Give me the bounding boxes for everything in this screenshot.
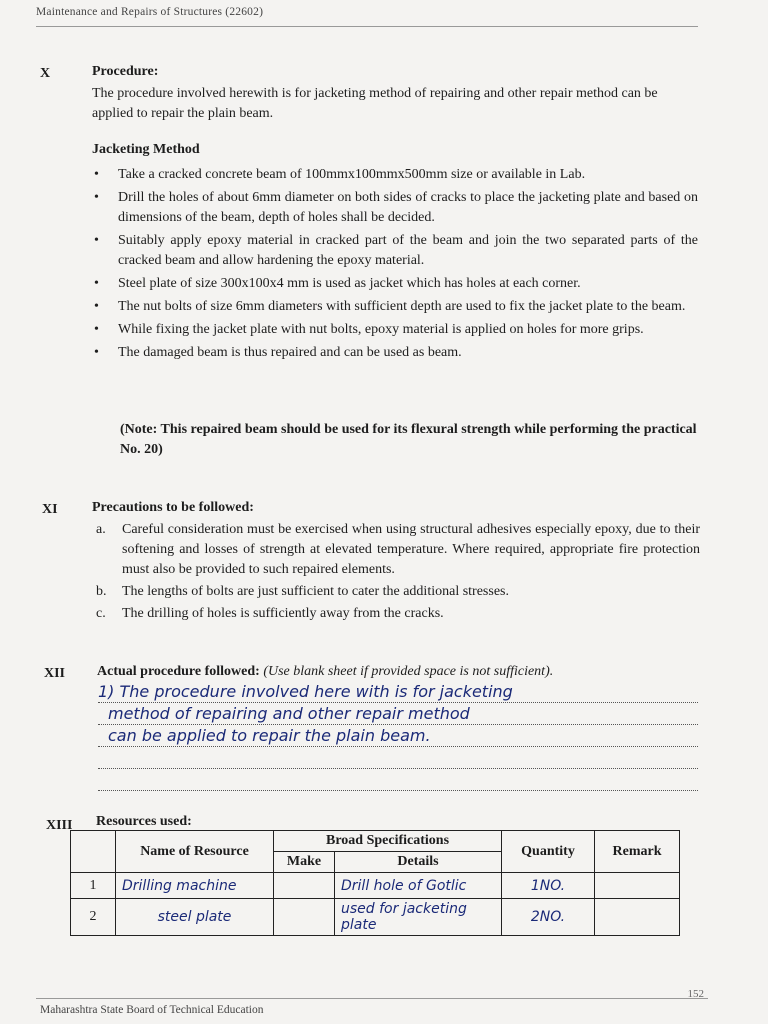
- table-row: [71, 899, 680, 936]
- bullet-icon: •: [94, 233, 99, 248]
- details-header: Details: [335, 852, 502, 873]
- footer-rule: [36, 998, 708, 999]
- row-serial: 2: [71, 899, 116, 936]
- precautions-list: [92, 520, 700, 626]
- row-make: [274, 873, 335, 899]
- handwritten-line-5: [98, 770, 698, 791]
- page-number: 152: [687, 988, 704, 1000]
- row-remark: [595, 899, 680, 936]
- handwritten-line-2: method of repairing and other repair method: [98, 704, 698, 725]
- row-details: Drill hole of Gotlic: [335, 873, 502, 899]
- row-serial: 1: [71, 873, 116, 899]
- list-item: • Take a cracked concrete beam of 100mmx100mmx500mm size or available in Lab.: [92, 165, 698, 185]
- row-details: used for jacketing plate: [335, 899, 502, 936]
- serial-header: [71, 831, 116, 873]
- bullet-icon: •: [94, 299, 99, 314]
- broad-spec-header: Broad Specifications: [274, 831, 502, 852]
- section-xi-title: Precautions to be followed:: [92, 500, 254, 515]
- handwritten-line-3: can be applied to repair the plain beam.: [98, 726, 698, 747]
- section-x-intro: The procedure involved herewith is for jacketing method of repairing and other repair method can be applied to repair the plain beam.: [92, 86, 658, 121]
- list-item: • The damaged beam is thus repaired and can be used as beam.: [92, 343, 698, 363]
- section-x-subtitle: Jacketing Method: [92, 142, 200, 157]
- list-item: • The nut bolts of size 6mm diameters with sufficient depth are used to fix the jacket plate to the beam.: [92, 297, 698, 317]
- resources-table: [70, 830, 680, 936]
- row-name: steel plate: [116, 899, 274, 936]
- make-header: Make: [274, 852, 335, 873]
- section-xiii-number: XIII: [46, 818, 73, 833]
- section-xii-title: [97, 664, 553, 680]
- remark-header: Remark: [595, 831, 680, 873]
- table-row: [71, 873, 680, 899]
- row-name: Drilling machine: [116, 873, 274, 899]
- section-xi-number: XI: [42, 502, 58, 517]
- row-quantity: 2NO.: [502, 899, 595, 936]
- section-xii-heading: Actual procedure followed:: [97, 664, 260, 679]
- section-x-number: X: [40, 66, 51, 81]
- list-item: c. The drilling of holes is sufficiently away from the cracks.: [96, 606, 444, 621]
- list-item: • While fixing the jacket plate with nut bolts, epoxy material is applied on holes for more grips.: [92, 320, 698, 340]
- list-item: a. Careful consideration must be exercised when using structural adhesives especially epoxy, due to their softening and losses of strength at elevated temperature. Where required, appropriate fire protection must also be provided to such repaired elements.: [96, 522, 700, 577]
- section-xii-number: XII: [44, 666, 66, 681]
- table-header-row: [71, 831, 680, 852]
- bullet-icon: •: [94, 276, 99, 291]
- bullet-icon: •: [94, 322, 99, 337]
- row-make: [274, 899, 335, 936]
- section-xii-hint: (Use blank sheet if provided space is not sufficient).: [263, 664, 554, 679]
- jacketing-steps-list: [92, 165, 698, 366]
- quantity-header: Quantity: [502, 831, 595, 873]
- list-item: • Steel plate of size 300x100x4 mm is used as jacket which has holes at each corner.: [92, 274, 698, 294]
- list-item: b. The lengths of bolts are just sufficient to cater the additional stresses.: [96, 584, 509, 599]
- row-quantity: 1NO.: [502, 873, 595, 899]
- section-xiii-title: Resources used:: [96, 814, 192, 829]
- section-x-title: Procedure:: [92, 64, 159, 79]
- name-header: Name of Resource: [116, 831, 274, 873]
- list-item: • Drill the holes of about 6mm diameter on both sides of cracks to place the jacketing plate and based on dimensions of the beam, depth of holes shall be decided.: [94, 190, 698, 225]
- handwritten-line-4: [98, 748, 698, 769]
- header-rule: [36, 26, 698, 27]
- bullet-icon: •: [94, 190, 99, 205]
- section-x-note: (Note: This repaired beam should be used for its flexural strength while performing the practical No. 20): [120, 422, 697, 457]
- running-footer: Maharashtra State Board of Technical Education: [40, 1004, 264, 1016]
- handwritten-line-1: 1) The procedure involved here with is for jacketing: [98, 682, 698, 703]
- row-remark: [595, 873, 680, 899]
- bullet-icon: •: [94, 167, 99, 182]
- running-header: Maintenance and Repairs of Structures (22602): [36, 6, 264, 18]
- list-item: • Suitably apply epoxy material in cracked part of the beam and join the two separated parts of the cracked beam and allow hardening the epoxy material.: [94, 233, 698, 268]
- bullet-icon: •: [94, 345, 99, 360]
